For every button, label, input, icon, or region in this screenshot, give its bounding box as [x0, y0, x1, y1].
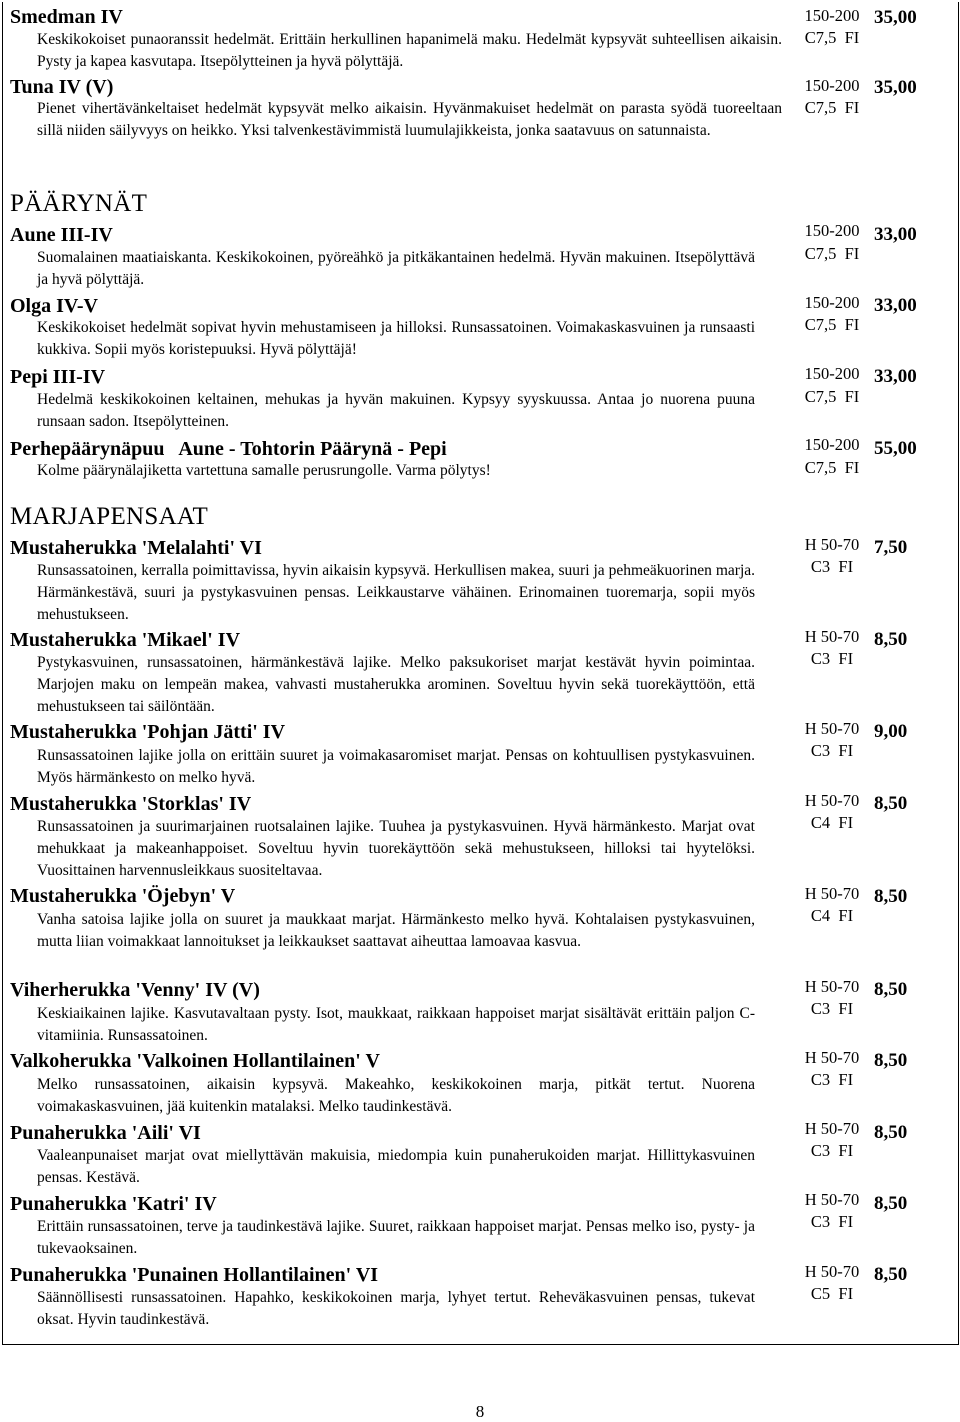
entry-price: 8,50 [874, 793, 908, 814]
entry-size: H 50-70 [804, 719, 860, 738]
entry-pot: C7,5 FI [804, 387, 860, 406]
entry-price: 35,00 [874, 77, 917, 98]
entry-size: H 50-70 [804, 884, 860, 903]
entry-price: 8,50 [874, 1264, 908, 1285]
entry-price: 8,50 [874, 629, 908, 650]
entry-title: Tuna IV (V) [10, 76, 114, 98]
entry-title: Mustaherukka 'Melalahti' VI [10, 537, 262, 559]
entry-price: 33,00 [874, 295, 917, 316]
entry-description: Keskiaikainen lajike. Kasvutavaltaan pysty. Isot, maukkaat, raikkaan happoiset marjat sisältävät erittäin paljon C-vitamiinia. Runsassatoinen. [37, 1005, 755, 1044]
entry-price: 7,50 [874, 537, 908, 558]
entry-price: 8,50 [874, 886, 908, 907]
entry-pot: C3 FI [810, 649, 854, 668]
entry-price: 8,50 [874, 1122, 908, 1143]
entry-size: 150-200 [804, 435, 860, 454]
entry-size: H 50-70 [804, 1048, 860, 1067]
entry-price: 8,50 [874, 1050, 908, 1071]
entry-size: 150-200 [804, 221, 860, 240]
entry-description: Hedelmä keskikokoinen keltainen, mehukas ja hyvän makuinen. Kypsyy syyskuussa. Antaa jo nuorena puuna runsaan sadon. Itsepölytteinen. [37, 391, 755, 430]
entry-price: 8,50 [874, 1193, 908, 1214]
entry-pot: C3 FI [810, 1070, 854, 1089]
entry-pot: C7,5 FI [804, 98, 860, 117]
entry-pot: C7,5 FI [804, 244, 860, 263]
entry-title: Punaherukka 'Katri' IV [10, 1193, 217, 1215]
entry-size: H 50-70 [804, 627, 860, 646]
entry-title: Smedman IV [10, 6, 123, 28]
entry-description: Vanha satoisa lajike jolla on suuret ja maukkaat marjat. Härmänkesto melko hyvä. Kohtalaisen pystykasvuinen, mutta liian voimakkaat lannoitukset ja leikkaukset saattavat aiheuttaa lamoavaa kasvua. [37, 911, 755, 950]
entry-title: Aune III-IV [10, 224, 113, 246]
entry-title: Olga IV-V [10, 295, 98, 317]
entry-description: Pienet vihertävänkeltaiset hedelmät kypsyvät melko aikaisin. Hyvänmakuiset hedelmät on parasta syödä tuoreeltaan sillä niiden säilyvyys on heikko. Yksi talvenkestävimmistä luumulajikkeista, jonka saatavuus on satunnaista. [37, 100, 782, 139]
entry-pot: C3 FI [810, 999, 854, 1018]
entry-description: Pystykasvuinen, runsassatoinen, härmänkestävä lajike. Melko paksukoriset marjat kestävät hyvin poimintaa. Marjojen maku on lempeän makea, vahvasti mustaherukka arominen. Soveltuu hyvin sekä tuorekäyttöön, että mehustukseen tai säilöntään. [37, 654, 755, 715]
entry-description: Säännöllisesti runsassatoinen. Hapahko, keskikokoinen marja, lyhyet tertut. Reheväkasvuinen pensas, tukevat oksat. Hyvin taudinkestävä. [37, 1289, 755, 1328]
entry-size: H 50-70 [804, 1119, 860, 1138]
entry-title: Mustaherukka 'Storklas' IV [10, 793, 252, 815]
entry-size: 150-200 [804, 6, 860, 25]
entry-description: Vaaleanpunaiset marjat ovat miellyttävän makuisia, miedompia kuin punaherukoiden marjat. Hillittykasvuinen pensas. Kestävä. [37, 1147, 755, 1186]
entry-description: Keskikokoiset hedelmät sopivat hyvin mehustamiseen ja hilloksi. Runsassatoinen. Voimakaskasvuinen ja runsaasti kukkiva. Sopii myös koristepuuksi. Hyvä pölyttäjä! [37, 319, 755, 358]
entry-size: 150-200 [804, 293, 860, 312]
entry-pot: C7,5 FI [804, 315, 860, 334]
entry-pot: C3 FI [810, 741, 854, 760]
section-heading-berries: MARJAPENSAAT [10, 503, 209, 530]
entry-title: Valkoherukka 'Valkoinen Hollantilainen' V [10, 1050, 380, 1072]
entry-pot: C7,5 FI [804, 458, 860, 477]
entry-price: 55,00 [874, 438, 917, 459]
entry-size: H 50-70 [804, 1262, 860, 1281]
entry-description: Erittäin runsassatoinen, terve ja taudinkestävä lajike. Suuret, raikkaan happoiset marjat. Pensas melko iso, pysty- ja tukevaoksainen. [37, 1218, 755, 1257]
entry-pot: C5 FI [810, 1284, 854, 1303]
entry-title: Mustaherukka 'Öjebyn' V [10, 885, 236, 907]
entry-title: Punaherukka 'Aili' VI [10, 1122, 201, 1144]
entry-size: 150-200 [804, 76, 860, 95]
entry-size: H 50-70 [804, 977, 860, 996]
entry-title: Mustaherukka 'Mikael' IV [10, 629, 241, 651]
entry-title: Pepi III-IV [10, 366, 106, 388]
entry-description: Kolme päärynälajiketta vartettuna samalle perusrungolle. Varma pölytys! [37, 462, 491, 479]
entry-description: Keskikokoiset punaoranssit hedelmät. Erittäin herkullinen hapanimelä maku. Hedelmät kypsyvät suhteellisen aikaisin. Pysty ja kapea kasvutapa. Itsepölytteinen ja hyvä pölyttäjä. [37, 31, 782, 70]
section-heading-pears: PÄÄRYNÄT [10, 190, 148, 217]
entry-pot: C4 FI [810, 906, 854, 925]
entry-description: Runsassatoinen ja suurimarjainen ruotsalainen lajike. Tuuhea ja pystykasvuinen. Hyvä härmänkesto. Marjat ovat mehukkaat ja makeanhappoiset. Soveltuu hyvin tuorekäyttöön sekä mehustukseen, hilloksi tai hyytelöksi. Vuosittainen harvennusleikkaus suositeltavaa. [37, 818, 755, 879]
entry-size: H 50-70 [804, 791, 860, 810]
entry-pot: C3 FI [810, 1212, 854, 1231]
entry-pot: C7,5 FI [804, 28, 860, 47]
entry-size: H 50-70 [804, 535, 860, 554]
entry-description: Runsassatoinen, kerralla poimittavissa, hyvin aikaisin kypsyvä. Herkullisen makea, suuri ja pehmeäkuorinen marja. Härmänkestävä, suuri ja pystykasvuinen pensas. Leikkaustarve vähäinen. Erinomainen tuoremarja, sopii myös mehustukseen. [37, 562, 755, 623]
entry-price: 35,00 [874, 7, 917, 28]
entry-description: Suomalainen maatiaiskanta. Keskikokoinen, pyöreähkö ja pitkäkantainen hedelmä. Hyvän makuinen. Itsepölyttävä ja hyvä pölyttäjä. [37, 249, 755, 288]
entry-price: 9,00 [874, 721, 908, 742]
entry-pot: C4 FI [810, 813, 854, 832]
entry-pot: C3 FI [810, 1141, 854, 1160]
entry-price: 8,50 [874, 979, 908, 1000]
entry-title: Punaherukka 'Punainen Hollantilainen' VI [10, 1264, 379, 1286]
entry-price: 33,00 [874, 224, 917, 245]
entry-title: Perhepäärynäpuu Aune - Tohtorin Päärynä - Pepi [10, 438, 447, 460]
page-number: 8 [475, 1402, 485, 1421]
entry-price: 33,00 [874, 366, 917, 387]
entry-description: Melko runsassatoinen, aikaisin kypsyvä. Makeahko, keskikokoinen marja, pitkät tertut. Nuorena voimakaskasvuinen, jää kuitenkin matalaksi. Melko taudinkestävä. [37, 1076, 755, 1115]
entry-size: H 50-70 [804, 1190, 860, 1209]
entry-title: Viherherukka 'Venny' IV (V) [10, 979, 260, 1001]
entry-description: Runsassatoinen lajike jolla on erittäin suuret ja voimakasaromiset marjat. Pensas on kohtuullisen pystykasvuinen. Myös härmänkesto on melko hyvä. [37, 747, 755, 786]
entry-size: 150-200 [804, 364, 860, 383]
entry-title: Mustaherukka 'Pohjan Jätti' IV [10, 721, 286, 743]
entry-pot: C3 FI [810, 557, 854, 576]
